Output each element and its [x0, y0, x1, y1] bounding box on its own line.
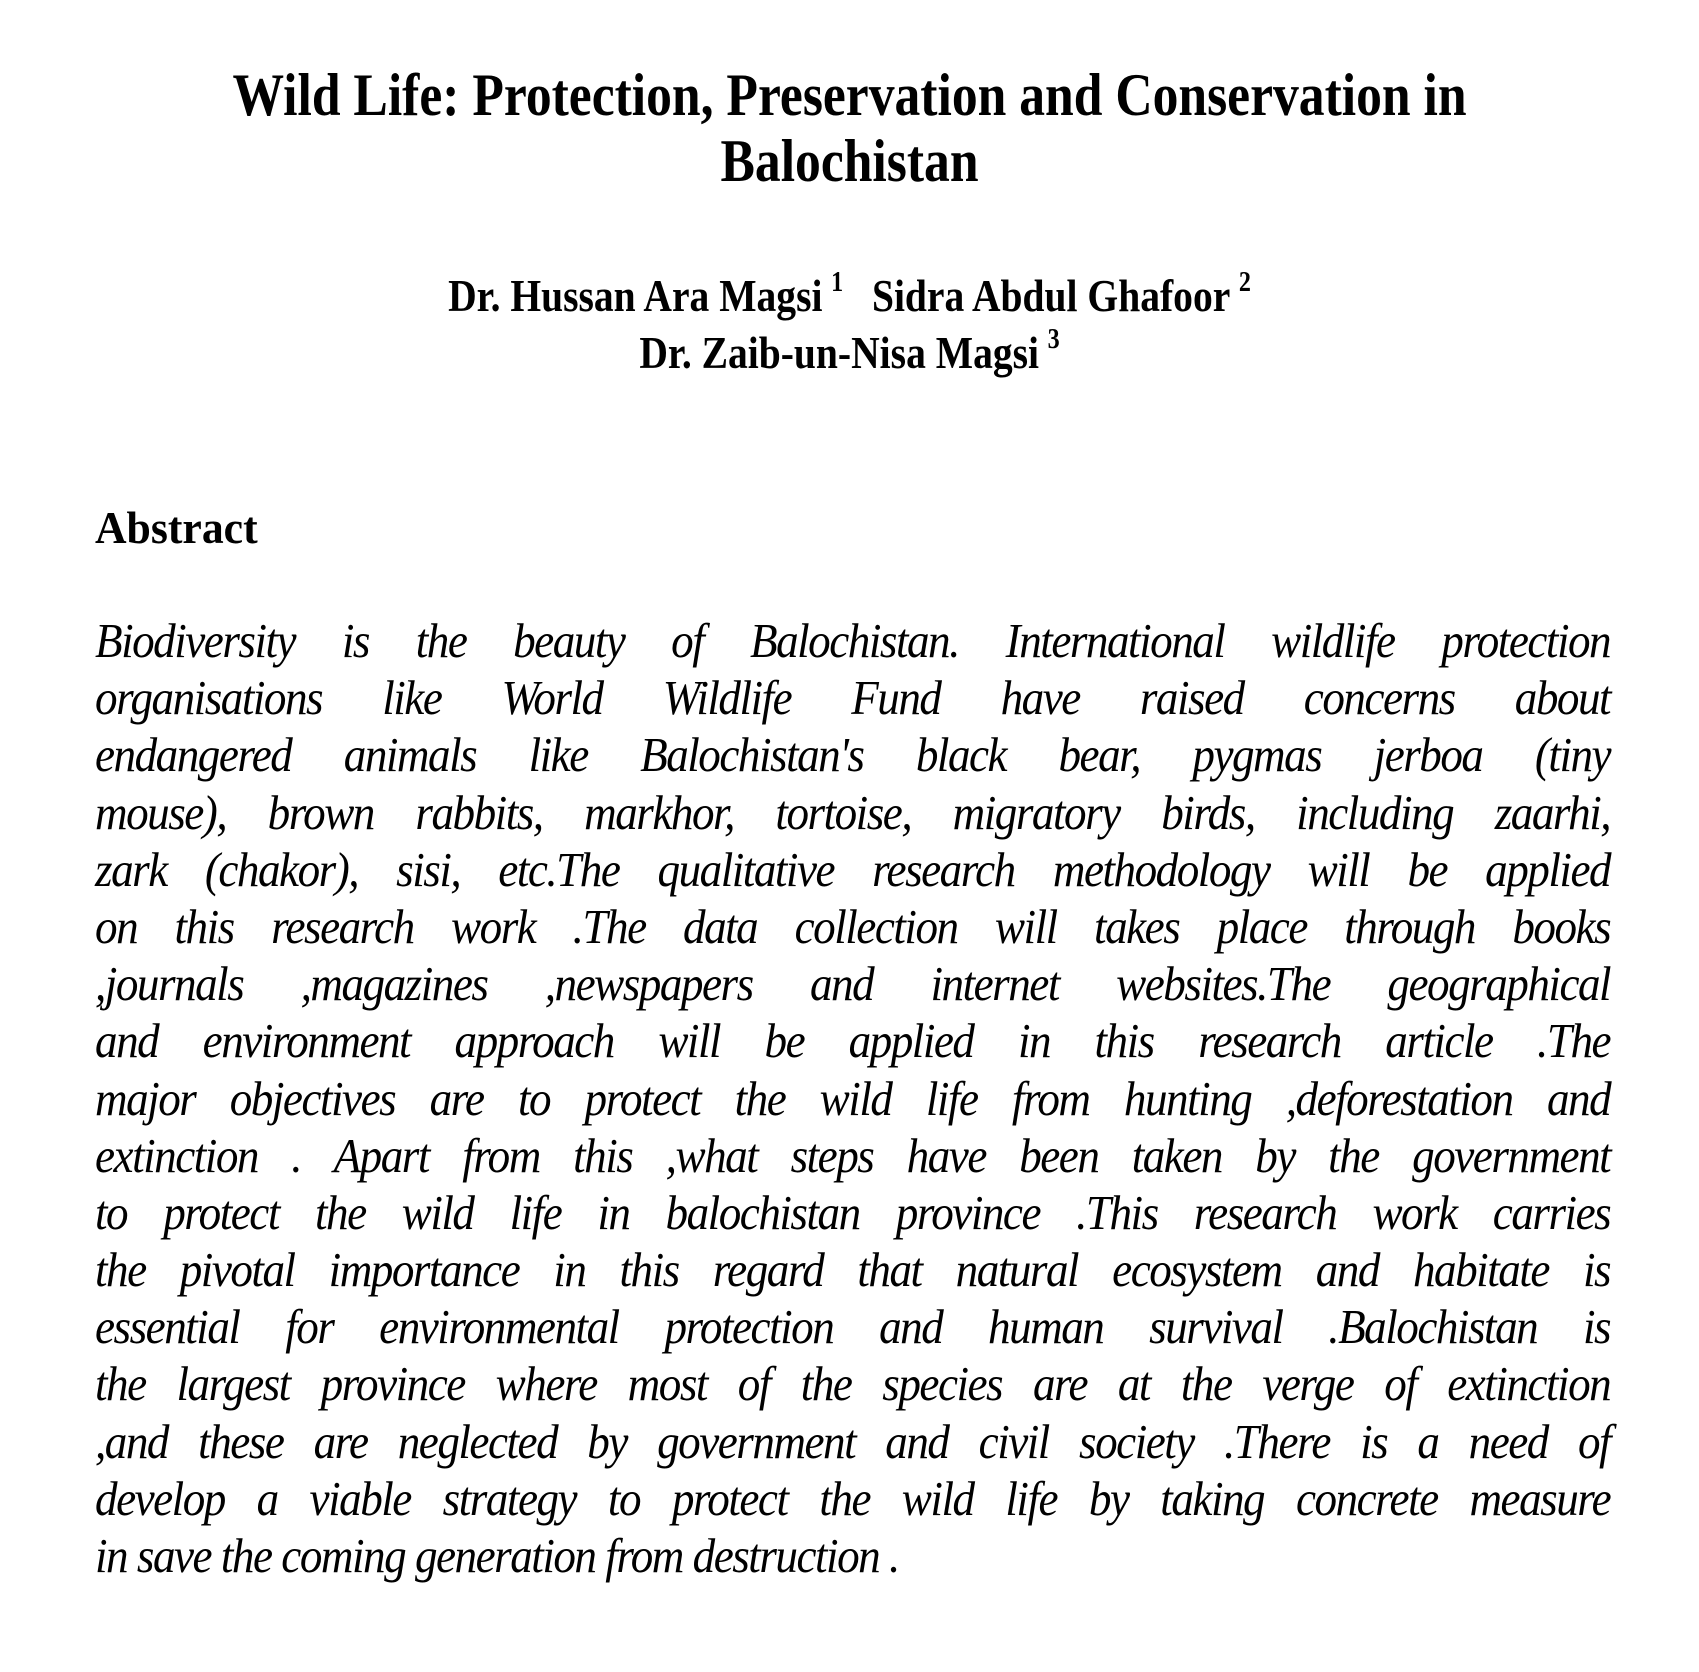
affiliation-mark: 2: [1238, 267, 1251, 298]
abstract-line: organisations like World Wildlife Fund have raised concerns about: [95, 672, 1611, 726]
abstract-heading: Abstract: [95, 502, 258, 553]
author-name: Dr. Zaib-un-Nisa Magsi: [639, 327, 1040, 378]
abstract-body: [95, 613, 1610, 1585]
abstract-line: zark (chakor), sisi, etc.The qualitative research methodology will be applied: [95, 843, 1611, 897]
abstract-line: to protect the wild life in balochistan province .This research work carries: [95, 1186, 1611, 1240]
author-line-2: [119, 324, 1580, 381]
title-line-1: Wild Life: Protection, Preservation and Conservation in: [232, 62, 1467, 128]
author-list: [0, 267, 1699, 381]
title-line-2: Balochistan: [720, 128, 979, 194]
abstract-line: mouse), brown rabbits, markhor, tortoise, migratory birds, including zaarhi,: [95, 786, 1611, 840]
abstract-line: on this research work .The data collection will takes place through books: [95, 900, 1611, 954]
abstract-line: major objectives are to protect the wild life from hunting ,deforestation and: [95, 1072, 1611, 1126]
abstract-line: ,and these are neglected by government and civil society .There is a need of: [95, 1415, 1611, 1469]
abstract-line: develop a viable strategy to protect the wild life by taking concrete measure: [95, 1472, 1611, 1526]
abstract-line: in save the coming generation from destruction .: [95, 1530, 899, 1583]
abstract-line: Biodiversity is the beauty of Balochistan. International wildlife protection: [95, 615, 1611, 668]
abstract-line: ,journals ,magazines ,newspapers and internet websites.The geographical: [95, 958, 1611, 1012]
paper-title: [0, 62, 1699, 194]
abstract-line: extinction . Apart from this ,what steps have been taken by the government: [95, 1129, 1611, 1183]
author-name: Dr. Hussan Ara Magsi: [448, 270, 823, 321]
abstract-line: the pivotal importance in this regard that natural ecosystem and habitate is: [95, 1244, 1611, 1298]
affiliation-mark: 3: [1047, 324, 1060, 355]
abstract-line: the largest province where most of the species are at the verge of extinction: [95, 1358, 1611, 1412]
affiliation-mark: 1: [831, 267, 844, 298]
abstract-line: essential for environmental protection and human survival .Balochistan is: [95, 1301, 1611, 1355]
author-name: Sidra Abdul Ghafoor: [871, 270, 1231, 321]
abstract-line: endangered animals like Balochistan's black bear, pygmas jerboa (tiny: [95, 729, 1611, 783]
abstract-line: and environment approach will be applied in this research article .The: [95, 1015, 1611, 1069]
author-line-1: [119, 267, 1580, 324]
